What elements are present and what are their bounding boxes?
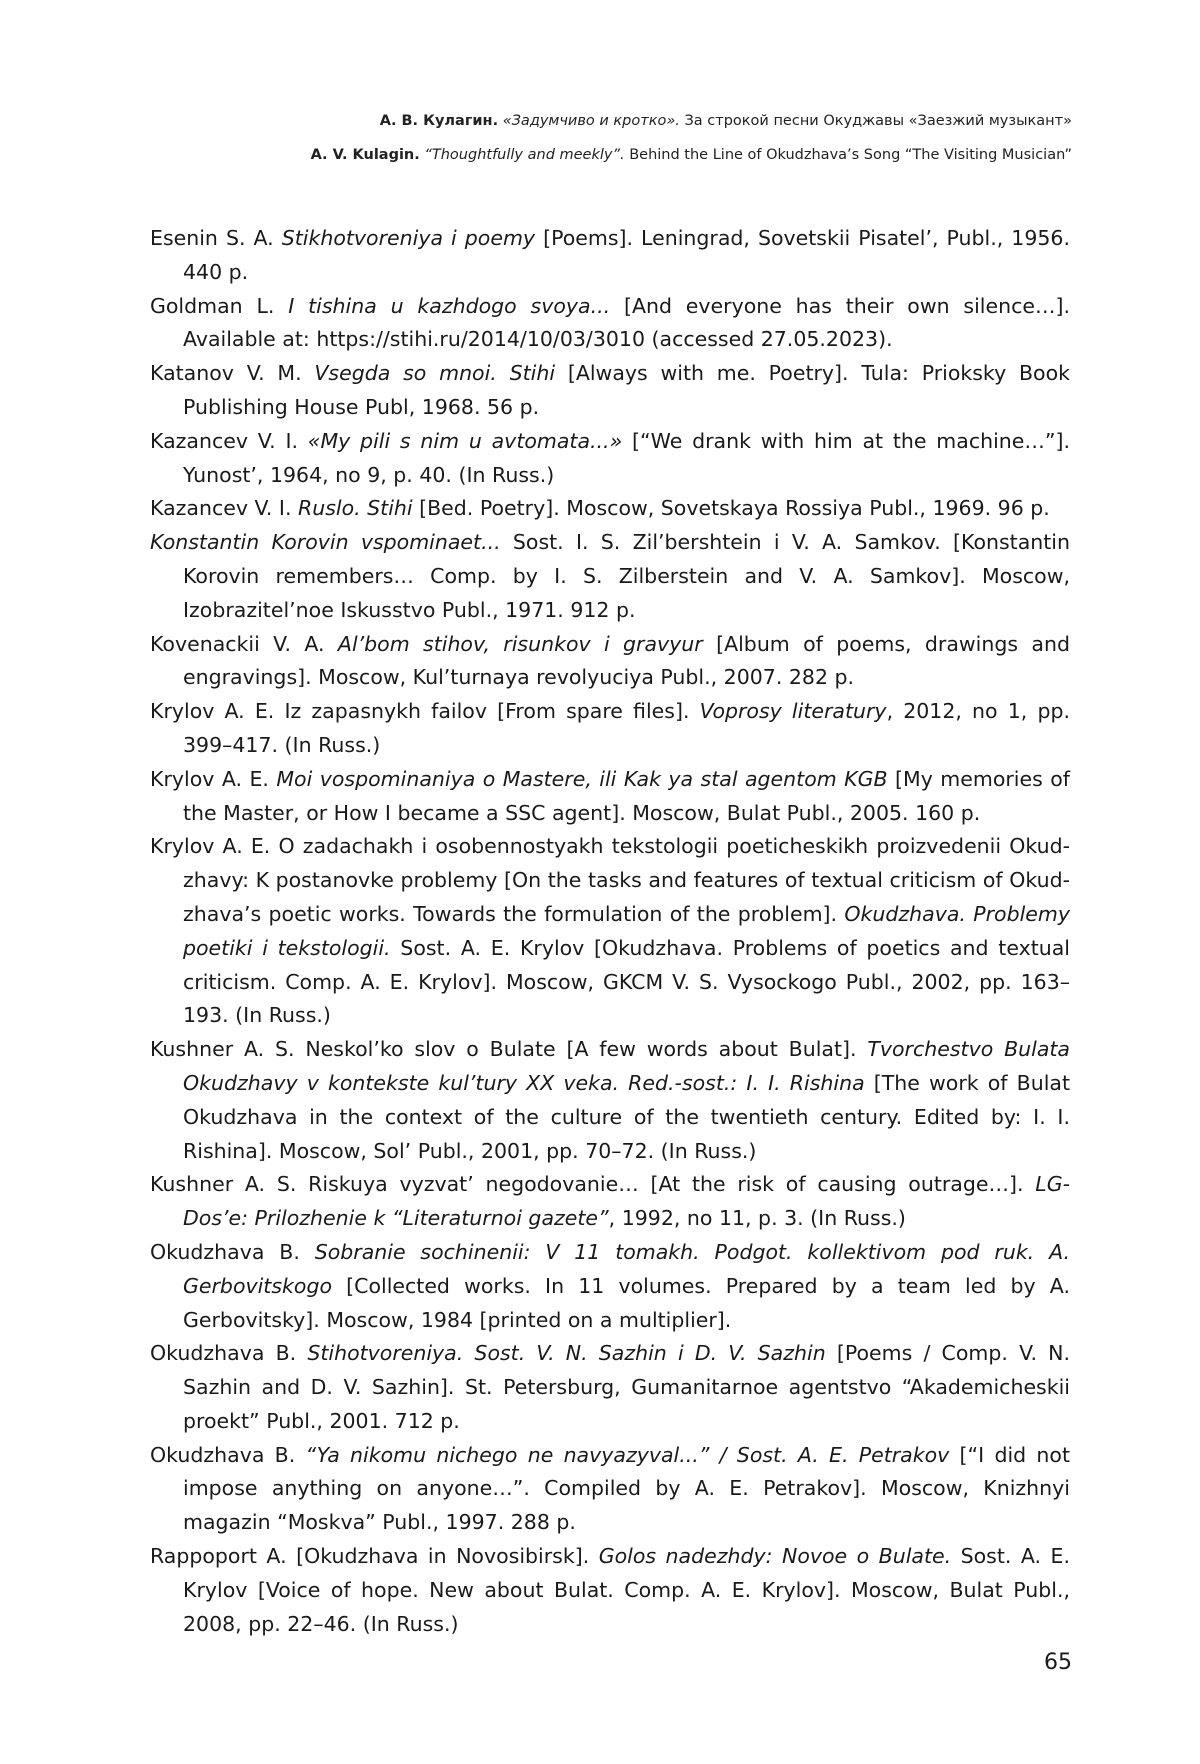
reference-entry	[150, 425, 1070, 493]
header-ru-author: А. В. Кулагин.	[379, 113, 499, 129]
reference-text: Krylov A. E.	[150, 766, 277, 791]
reference-entry	[150, 222, 1070, 290]
reference-entry	[150, 357, 1070, 425]
reference-text: [Album of poems, drawings and engravings]. Moscow, Kul’turnaya revolyuciya Publ., 2007. 282 p.	[183, 631, 1070, 690]
reference-text: Sost. I. S. Zil’bershtein i V. A. Samkov. [Konstantin Korovin remembers… Comp. by I. S. Zilberstein and V. A. Samkov]. Moscow, Izobrazitel’noe Iskusstvo Publ., 1971. 912 p.	[183, 530, 1070, 622]
reference-entry	[150, 763, 1070, 831]
reference-title: Sobranie sochinenii: V 11 tomakh. Podgot. kollektivom pod ruk. A. Gerbovitskogo	[183, 1239, 1070, 1298]
reference-text: , 1992, no 11, p. 3. (In Russ.)	[608, 1206, 906, 1231]
reference-text: [“I did not impose anything on anyone…”. Compiled by A. E. Petrakov]. Moscow, Knizhnyi magazin “Moskva” Publ., 1997. 288 p.	[183, 1442, 1070, 1535]
reference-title: Golos nadezhdy: Novoe o Bulate.	[598, 1544, 952, 1569]
reference-text: Kushner A. S. Riskuya vyzvat’ negodovanie… [At the risk of causing outrage…].	[150, 1172, 1036, 1197]
reference-entry	[150, 290, 1070, 358]
running-header-en	[72, 138, 1072, 172]
reference-text: Kushner A. S. Neskol’ko slov o Bulate [A few words about Bulat].	[150, 1037, 868, 1062]
reference-text: Okudzhava B.	[150, 1239, 315, 1264]
reference-text: [Collected works. In 11 volumes. Prepared by a team led by A. Gerbovitsky]. Moscow, 1984 [printed on a multiplier].	[183, 1273, 1070, 1332]
header-ru-rest: За строкой песни Окуджавы «Заезжий музыкант»	[679, 113, 1072, 129]
reference-title: “Ya nikomu nichego ne navyazyval...” / Sost. A. E. Petrakov	[305, 1442, 950, 1467]
reference-title: Ruslo. Stihi	[297, 496, 413, 521]
reference-title: Vsegda so mnoi. Stihi	[314, 361, 556, 386]
running-header	[72, 104, 1072, 172]
header-en-author: A. V. Kulagin.	[310, 147, 420, 163]
reference-text: Krylov A. E. O zadachakh i osobennostyakh tekstologii poeticheskikh proizvedenii Okudzhavy: K postanovke problemy [On the tasks and features of textual criticism of Okudzhava’s poetic works. Towards the formulation of the problem].	[150, 834, 1070, 926]
reference-entry	[150, 1236, 1070, 1337]
reference-entry	[150, 830, 1070, 1033]
reference-text: Kazancev V. I.	[150, 496, 298, 521]
reference-text: Okudzhava B.	[150, 1442, 306, 1467]
reference-text: [Bed. Poetry]. Moscow, Sovetskaya Rossiya Publ., 1969. 96 p.	[412, 496, 1050, 521]
reference-text: Goldman L.	[150, 293, 289, 318]
reference-text: Katanov V. M.	[150, 361, 315, 386]
reference-text: Kovenackii V. A.	[150, 631, 338, 656]
reference-entry	[150, 1540, 1070, 1641]
header-en-title: “Thoughtfully and meekly”.	[424, 147, 625, 163]
reference-text: [Poems]. Leningrad, Sovetskii Pisatel’, Publ., 1956. 440 p.	[183, 226, 1070, 284]
reference-text: [And everyone has their own silence…]. Available at: https://stihi.ru/2014/10/03/3010 (accessed 27.05.2023).	[183, 293, 1071, 352]
reference-text: [The work of Bulat Okudzhava in the context of the culture of the twentieth century. Edited by: I. I. Rishina]. Moscow, Sol’ Publ., 2001, pp. 70–72. (In Russ.)	[183, 1070, 1070, 1163]
reference-text: [Poems / Comp. V. N. Sazhin and D. V. Sazhin]. St. Petersburg, Gumanitarnoe agentstvo “Akademicheskii proekt” Publ., 2001. 712 p.	[183, 1341, 1070, 1433]
reference-title: «My pili s nim u avtomata...»	[307, 428, 623, 453]
reference-text: Sost. A. E. Krylov [Okudzhava. Problems of poetics and textual criticism. Comp. A. E. Krylov]. Moscow, GKCM V. S. Vysockogo Publ., 2002, pp. 163–193. (In Russ.)	[183, 935, 1071, 1028]
header-ru-title: «Задумчиво и кротко».	[502, 113, 680, 129]
reference-entry	[150, 1033, 1070, 1168]
reference-entry	[150, 695, 1070, 763]
reference-entry	[150, 628, 1070, 696]
reference-text: [My memories of the Master, or How I became a SSC agent]. Moscow, Bulat Publ., 2005. 160 p.	[183, 766, 1070, 825]
reference-text: Rappoport A. [Okudzhava in Novosibirsk].	[150, 1544, 599, 1569]
reference-entry	[150, 526, 1070, 627]
reference-entry	[150, 1337, 1070, 1438]
reference-text: Krylov A. E. Iz zapasnykh failov [From spare files].	[150, 699, 700, 724]
reference-title: I tishina u kazhdogo svoya...	[288, 293, 611, 318]
reference-text: [“We drank with him at the machine…”]. Yunost’, 1964, no 9, p. 40. (In Russ.)	[183, 428, 1071, 487]
reference-text: [Always with me. Poetry]. Tula: Prioksky Book Publishing House Publ, 1968. 56 p.	[183, 361, 1071, 419]
reference-text: Kazancev V. I.	[150, 428, 308, 453]
reference-text: , 2012, no 1, pp. 399–417. (In Russ.)	[183, 699, 1070, 757]
reference-entry	[150, 1439, 1070, 1540]
reference-list	[150, 222, 1070, 1641]
reference-title: Stihotvoreniya. Sost. V. N. Sazhin i D. V. Sazhin	[307, 1341, 826, 1366]
running-header-ru	[72, 104, 1072, 138]
reference-title: Tvorchestvo Bulata Okudzhavy v kontekste kul’tury XX veka. Red.-sost.: I. I. Rishina	[183, 1037, 1070, 1095]
reference-text: Okudzhava B.	[150, 1341, 308, 1366]
reference-text: Sost. A. E. Krylov [Voice of hope. New about Bulat. Comp. A. E. Krylov]. Moscow, Bulat Publ., 2008, pp. 22–46. (In Russ.)	[183, 1544, 1070, 1636]
reference-title: Moi vospominaniya o Mastere, ili Kak ya stal agentom KGB	[276, 766, 888, 791]
reference-title: LG-Dos’e: Prilozhenie k “Literaturnoi gazete”	[183, 1172, 1070, 1231]
reference-title: Voprosy literatury	[699, 699, 887, 724]
reference-entry	[150, 492, 1070, 526]
reference-text: Esenin S. A.	[150, 226, 282, 250]
reference-title: Okudzhava. Problemy poetiki i tekstologii.	[183, 901, 1070, 960]
header-en-rest: Behind the Line of Okudzhava’s Song “The Visiting Musician”	[624, 147, 1072, 163]
reference-entry	[150, 1168, 1070, 1236]
reference-title: Konstantin Korovin vspominaet...	[150, 530, 501, 555]
page-number: 65	[1044, 1650, 1072, 1675]
reference-title: Stikhotvoreniya i poemy	[281, 226, 536, 250]
reference-title: Al’bom stihov, risunkov i gravyur	[337, 631, 703, 656]
